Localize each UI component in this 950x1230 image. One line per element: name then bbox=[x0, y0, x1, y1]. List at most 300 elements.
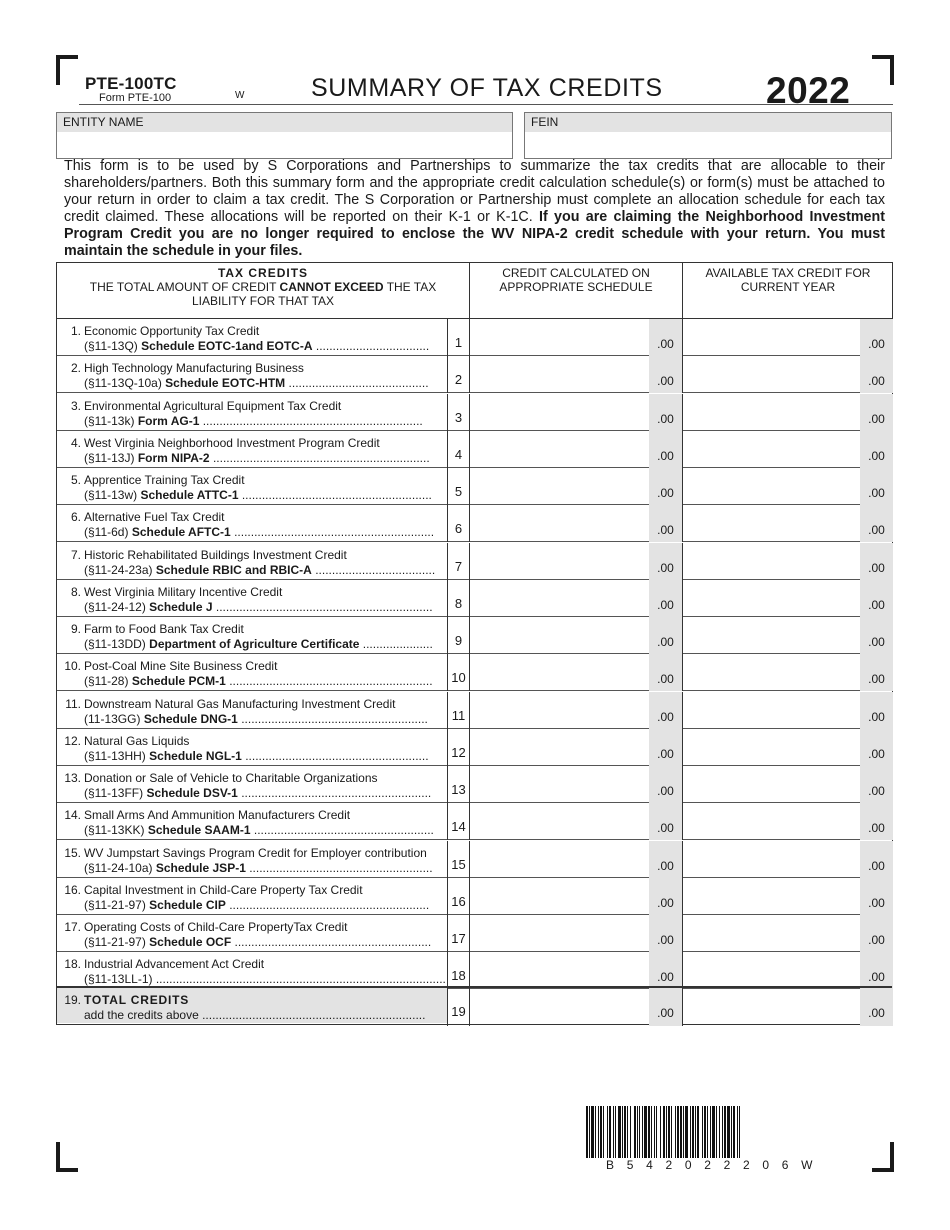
total-credits-row bbox=[57, 986, 892, 1025]
available-credit-input[interactable] bbox=[682, 468, 893, 505]
instructions-text: This form is to be used by S Corporations and Partnerships to summarize the tax credits that are allocable to their shareholders/partners. Both this summary form and the appropriate credit calculation schedule(s) or form(s) must be attached to your return in order to claim a tax credit. The S Corporation or Partnership must complete an allocation schedule for each tax credit claimed. These allocations will be reported on their K-1 or K-1C. bbox=[64, 158, 885, 225]
leader-dots: ....................................................... bbox=[245, 748, 429, 763]
statute-ref: (§11-21-97) bbox=[84, 935, 146, 949]
credit-title: Environmental Agricultural Equipment Tax Credit bbox=[84, 398, 342, 413]
statute-ref: (§11-13Q) bbox=[84, 339, 138, 353]
cents-cell: .00 bbox=[649, 915, 682, 952]
schedule-name: Schedule DSV-1 bbox=[146, 786, 238, 800]
statute-ref: (§11-13KK) bbox=[84, 823, 145, 838]
barcode-bar bbox=[671, 1106, 672, 1158]
credit-calculated-input[interactable] bbox=[469, 692, 682, 729]
credit-reference bbox=[84, 674, 446, 688]
barcode-bar bbox=[603, 1106, 604, 1158]
available-credit-input[interactable] bbox=[682, 915, 893, 952]
line-number: 10 bbox=[447, 654, 469, 691]
total-line-number: 19 bbox=[447, 988, 469, 1026]
credit-title: Historic Rehabilitated Buildings Investment Credit bbox=[84, 547, 347, 562]
barcode-bar bbox=[724, 1106, 726, 1158]
barcode-bar bbox=[598, 1106, 599, 1158]
credit-title: Donation or Sale of Vehicle to Charitable Organizations bbox=[84, 771, 378, 785]
line-number: 1 bbox=[447, 319, 469, 356]
row-number: 11. bbox=[65, 696, 81, 711]
credit-reference bbox=[84, 898, 446, 912]
credit-reference bbox=[84, 712, 446, 726]
available-credit-input[interactable] bbox=[682, 505, 893, 542]
line-number: 16 bbox=[447, 878, 469, 915]
barcode-bar bbox=[607, 1106, 608, 1158]
schedule-name: Schedule PCM-1 bbox=[131, 674, 226, 689]
statute-ref: (§11-21-97) bbox=[84, 897, 146, 912]
cents-cell: .00 bbox=[860, 319, 893, 356]
row-number: 16. bbox=[64, 882, 81, 897]
cents-cell: .00 bbox=[860, 841, 893, 878]
barcode bbox=[586, 1106, 854, 1158]
statute-ref: (§11-13LL-1) bbox=[84, 972, 153, 987]
statute-ref: (§11-13w) bbox=[84, 488, 138, 502]
credit-row bbox=[57, 394, 892, 431]
barcode-bar bbox=[722, 1106, 723, 1158]
cents-cell: .00 bbox=[649, 729, 682, 766]
barcode-bar bbox=[618, 1106, 621, 1158]
cents-cell: .00 bbox=[860, 803, 893, 840]
credit-calculated-input[interactable] bbox=[469, 617, 682, 654]
cents-cell: .00 bbox=[860, 692, 893, 729]
barcode-bar bbox=[737, 1106, 738, 1158]
credit-calculated-input[interactable] bbox=[469, 915, 682, 952]
line-number: 5 bbox=[447, 468, 469, 505]
available-credit-input[interactable] bbox=[682, 394, 893, 431]
credit-calculated-input[interactable] bbox=[469, 841, 682, 878]
barcode-bar bbox=[712, 1106, 715, 1158]
total-credit-calculated-input[interactable] bbox=[469, 988, 682, 1026]
leader-dots: ............................................................ bbox=[234, 525, 435, 540]
credit-row bbox=[57, 356, 892, 393]
barcode-bar bbox=[707, 1106, 708, 1158]
tax-year: 2022 bbox=[766, 70, 851, 111]
credit-reference bbox=[84, 525, 446, 539]
total-title: TOTAL CREDITS bbox=[84, 993, 190, 1007]
schedule-name: Schedule RBIC and RBIC-A bbox=[155, 562, 312, 577]
credit-calculated-input[interactable] bbox=[469, 729, 682, 766]
line-number: 2 bbox=[447, 356, 469, 393]
credit-row bbox=[57, 468, 892, 505]
schedule-name: Schedule EOTC-1and EOTC-A bbox=[141, 339, 313, 353]
barcode-bar bbox=[690, 1106, 691, 1158]
leader-dots: ......................................................... bbox=[241, 786, 432, 800]
line-number: 11 bbox=[447, 692, 469, 729]
barcode-bar bbox=[642, 1106, 643, 1158]
total-leader-dots: ................................................................... bbox=[202, 1008, 426, 1022]
row-number: 7. bbox=[70, 547, 81, 562]
barcode-text: B542022206W bbox=[606, 1158, 826, 1172]
available-credit-input[interactable] bbox=[682, 878, 893, 915]
available-credit-input[interactable] bbox=[682, 617, 893, 654]
total-number: 19. bbox=[64, 993, 81, 1007]
cents-cell: .00 bbox=[649, 988, 682, 1026]
row-number: 6. bbox=[70, 510, 81, 525]
row-number: 9. bbox=[70, 622, 81, 636]
credit-row bbox=[57, 617, 892, 654]
credit-title: Economic Opportunity Tax Credit bbox=[84, 324, 260, 338]
line-number: 9 bbox=[447, 617, 469, 654]
cents-cell: .00 bbox=[649, 543, 682, 580]
leader-dots: .................................. bbox=[315, 339, 430, 353]
cents-cell: .00 bbox=[860, 654, 893, 691]
barcode-bar bbox=[654, 1106, 655, 1158]
statute-ref: (§11-24-23a) bbox=[84, 562, 153, 577]
statute-ref: (§11-6d) bbox=[84, 525, 129, 540]
barcode-bar bbox=[615, 1106, 616, 1158]
statute-ref: (§11-13k) bbox=[84, 413, 135, 428]
credit-row bbox=[57, 654, 892, 691]
barcode-bar bbox=[697, 1106, 699, 1158]
cents-cell: .00 bbox=[860, 915, 893, 952]
credit-reference bbox=[84, 786, 446, 800]
header-credit-calculated: CREDIT CALCULATED ON APPROPRIATE SCHEDULE bbox=[469, 263, 682, 318]
schedule-name: Schedule DNG-1 bbox=[143, 711, 238, 726]
credit-calculated-input[interactable] bbox=[469, 766, 682, 803]
barcode-bar bbox=[644, 1106, 647, 1158]
credit-title: WV Jumpstart Savings Program Credit for Employer contribution bbox=[84, 845, 427, 860]
leader-dots: ..................... bbox=[362, 637, 433, 651]
row-number: 2. bbox=[70, 361, 81, 376]
barcode-bar bbox=[710, 1106, 711, 1158]
credit-row bbox=[57, 766, 892, 803]
schedule-name: Form NIPA-2 bbox=[137, 450, 210, 465]
leader-dots: ................................................................. bbox=[215, 599, 433, 614]
total-desc-text: add the credits above bbox=[84, 1008, 199, 1022]
corner-mark-bottom-right bbox=[872, 1142, 894, 1172]
barcode-bar bbox=[702, 1106, 703, 1158]
credit-title: Alternative Fuel Tax Credit bbox=[84, 510, 225, 525]
barcode-bar bbox=[613, 1106, 614, 1158]
statute-ref: (11-13GG) bbox=[84, 711, 141, 726]
cents-cell: .00 bbox=[649, 766, 682, 803]
credit-title: Operating Costs of Child-Care PropertyTax Credit bbox=[84, 920, 348, 934]
barcode-bar bbox=[695, 1106, 696, 1158]
cents-cell: .00 bbox=[649, 692, 682, 729]
credit-reference bbox=[84, 637, 446, 651]
total-available-credit-input[interactable] bbox=[682, 988, 893, 1026]
corner-mark-top-right bbox=[872, 55, 894, 85]
barcode-bar bbox=[622, 1106, 623, 1158]
available-credit-input[interactable] bbox=[682, 692, 893, 729]
statute-ref: (§11-24-10a) bbox=[84, 860, 153, 875]
credit-title: Post-Coal Mine Site Business Credit bbox=[84, 659, 278, 674]
form-mark: W bbox=[235, 90, 245, 101]
barcode-bar bbox=[639, 1106, 640, 1158]
cents-cell: .00 bbox=[860, 356, 893, 393]
credit-title: Capital Investment in Child-Care Property Tax Credit bbox=[84, 882, 363, 897]
row-number: 1. bbox=[70, 324, 81, 338]
credit-reference bbox=[84, 339, 446, 353]
available-credit-input[interactable] bbox=[682, 654, 893, 691]
barcode-bar bbox=[692, 1106, 694, 1158]
credit-calculated-input[interactable] bbox=[469, 356, 682, 393]
barcode-bar bbox=[663, 1106, 665, 1158]
available-credit-input[interactable] bbox=[682, 431, 893, 468]
cents-cell: .00 bbox=[649, 617, 682, 654]
row-number: 4. bbox=[70, 435, 81, 450]
credit-row bbox=[57, 692, 892, 729]
credit-reference bbox=[84, 972, 446, 986]
fein-label: FEIN bbox=[525, 113, 891, 132]
cents-cell: .00 bbox=[649, 952, 682, 989]
corner-mark-top-left bbox=[56, 55, 78, 85]
leader-dots: ......................................................... bbox=[241, 488, 432, 502]
barcode-bar bbox=[727, 1106, 730, 1158]
barcode-bar bbox=[716, 1106, 717, 1158]
credit-calculated-input[interactable] bbox=[469, 878, 682, 915]
form-id: PTE-100TC bbox=[85, 74, 177, 93]
credit-row bbox=[57, 431, 892, 468]
credit-calculated-input[interactable] bbox=[469, 431, 682, 468]
credit-reference bbox=[84, 414, 446, 428]
cents-cell: .00 bbox=[860, 952, 893, 989]
credit-reference bbox=[84, 488, 446, 502]
credit-row bbox=[57, 803, 892, 840]
cents-cell: .00 bbox=[649, 431, 682, 468]
row-number: 3. bbox=[70, 398, 81, 413]
credit-calculated-input[interactable] bbox=[469, 468, 682, 505]
line-number: 13 bbox=[447, 766, 469, 803]
credit-title: Natural Gas Liquids bbox=[84, 733, 190, 748]
credit-title: West Virginia Neighborhood Investment Program Credit bbox=[84, 435, 380, 450]
barcode-bar bbox=[637, 1106, 638, 1158]
barcode-bar bbox=[675, 1106, 676, 1158]
header-note-post: THE TAX LIABILITY FOR THAT TAX bbox=[191, 280, 437, 308]
barcode-bar bbox=[609, 1106, 611, 1158]
barcode-bar bbox=[656, 1106, 657, 1158]
schedule-name: Schedule J bbox=[149, 599, 213, 614]
credit-row bbox=[57, 915, 892, 952]
header-tax-credits-note bbox=[57, 280, 469, 308]
line-number: 8 bbox=[447, 580, 469, 617]
barcode-bar bbox=[600, 1106, 602, 1158]
barcode-bar bbox=[677, 1106, 679, 1158]
cents-cell: .00 bbox=[649, 580, 682, 617]
barcode-bar bbox=[651, 1106, 652, 1158]
schedule-name: Department of Agriculture Certificate bbox=[149, 637, 360, 651]
line-number: 15 bbox=[447, 841, 469, 878]
credit-title: Small Arms And Ammunition Manufacturers Credit bbox=[84, 808, 351, 823]
cents-cell: .00 bbox=[860, 988, 893, 1026]
leader-dots: ...................................................... bbox=[253, 823, 434, 838]
leader-dots: ........................................................... bbox=[234, 935, 432, 949]
header-divider bbox=[79, 104, 893, 105]
header-available-credit: AVAILABLE TAX CREDIT FOR CURRENT YEAR bbox=[682, 263, 893, 318]
row-number: 8. bbox=[70, 584, 81, 599]
available-credit-input[interactable] bbox=[682, 356, 893, 393]
cents-cell: .00 bbox=[649, 878, 682, 915]
line-number: 12 bbox=[447, 729, 469, 766]
credit-row bbox=[57, 505, 892, 542]
available-credit-input[interactable] bbox=[682, 580, 893, 617]
cents-cell: .00 bbox=[860, 543, 893, 580]
barcode-bar bbox=[660, 1106, 661, 1158]
available-credit-input[interactable] bbox=[682, 952, 893, 989]
barcode-bar bbox=[666, 1106, 667, 1158]
total-description bbox=[84, 1008, 446, 1022]
leader-dots: ....................................................................................... bbox=[155, 972, 446, 987]
available-credit-input[interactable] bbox=[682, 729, 893, 766]
statute-ref: (§11-13DD) bbox=[84, 637, 146, 651]
statute-ref: (§11-28) bbox=[84, 674, 129, 689]
row-number: 17. bbox=[64, 920, 81, 934]
credit-calculated-input[interactable] bbox=[469, 505, 682, 542]
credit-row bbox=[57, 841, 892, 878]
leader-dots: .................................................................. bbox=[202, 413, 423, 428]
fein-field[interactable] bbox=[524, 112, 892, 159]
credit-reference bbox=[84, 861, 446, 875]
credit-title: Farm to Food Bank Tax Credit bbox=[84, 622, 244, 636]
barcode-bar bbox=[683, 1106, 684, 1158]
credit-row bbox=[57, 580, 892, 617]
credit-title: West Virginia Military Incentive Credit bbox=[84, 584, 283, 599]
credit-calculated-input[interactable] bbox=[469, 654, 682, 691]
row-number: 15. bbox=[64, 845, 81, 860]
credit-row bbox=[57, 952, 892, 989]
credit-calculated-input[interactable] bbox=[469, 580, 682, 617]
row-number: 18. bbox=[64, 957, 81, 972]
schedule-name: Schedule JSP-1 bbox=[155, 860, 246, 875]
cents-cell: .00 bbox=[860, 505, 893, 542]
schedule-name: Schedule OCF bbox=[149, 935, 232, 949]
page-title: SUMMARY OF TAX CREDITS bbox=[311, 74, 663, 102]
cents-cell: .00 bbox=[649, 319, 682, 356]
credit-reference bbox=[84, 600, 446, 614]
form-subtitle: Form PTE-100 bbox=[99, 92, 172, 104]
header-tax-credits-title: TAX CREDITS bbox=[217, 266, 309, 280]
available-credit-input[interactable] bbox=[682, 841, 893, 878]
credit-title: Downstream Natural Gas Manufacturing Investment Credit bbox=[84, 696, 396, 711]
barcode-bar bbox=[685, 1106, 688, 1158]
statute-ref: (§11-13Q-10a) bbox=[84, 376, 162, 391]
barcode-bar bbox=[595, 1106, 596, 1158]
credit-calculated-input[interactable] bbox=[469, 543, 682, 580]
leader-dots: ....................................................... bbox=[249, 860, 433, 875]
credit-calculated-input[interactable] bbox=[469, 394, 682, 431]
header-note-pre: THE TOTAL AMOUNT OF CREDIT bbox=[89, 280, 277, 294]
credit-row bbox=[57, 729, 892, 766]
statute-ref: (§11-24-12) bbox=[84, 599, 146, 614]
available-credit-input[interactable] bbox=[682, 803, 893, 840]
line-number: 17 bbox=[447, 915, 469, 952]
schedule-name: Schedule CIP bbox=[149, 897, 226, 912]
row-number: 12. bbox=[64, 733, 81, 748]
barcode-bar bbox=[739, 1106, 740, 1158]
credit-row bbox=[57, 878, 892, 915]
cents-cell: .00 bbox=[649, 505, 682, 542]
cents-cell: .00 bbox=[649, 356, 682, 393]
cents-cell: .00 bbox=[649, 468, 682, 505]
line-number: 3 bbox=[447, 394, 469, 431]
barcode-bar bbox=[627, 1106, 628, 1158]
barcode-bar bbox=[704, 1106, 706, 1158]
line-number: 18 bbox=[447, 952, 469, 989]
header-note-bold: CANNOT EXCEED bbox=[279, 280, 384, 294]
leader-dots: .................................... bbox=[315, 562, 436, 577]
credit-reference bbox=[84, 749, 446, 763]
barcode-bar bbox=[586, 1106, 588, 1158]
schedule-name: Schedule SAAM-1 bbox=[147, 823, 251, 838]
leader-dots: .......................................... bbox=[288, 376, 429, 391]
credit-calculated-input[interactable] bbox=[469, 319, 682, 356]
available-credit-input[interactable] bbox=[682, 543, 893, 580]
instructions-paragraph bbox=[64, 158, 885, 260]
credit-calculated-input[interactable] bbox=[469, 952, 682, 989]
barcode-bar bbox=[668, 1106, 670, 1158]
credit-title: Industrial Advancement Act Credit bbox=[84, 957, 265, 972]
cents-cell: .00 bbox=[860, 878, 893, 915]
statute-ref: (§11-13J) bbox=[84, 450, 135, 465]
cents-cell: .00 bbox=[860, 617, 893, 654]
tax-credits-table bbox=[56, 262, 893, 1025]
cents-cell: .00 bbox=[860, 394, 893, 431]
credit-reference bbox=[84, 563, 446, 577]
cents-cell: .00 bbox=[860, 729, 893, 766]
credit-title: Apprentice Training Tax Credit bbox=[84, 473, 245, 487]
credit-reference bbox=[84, 823, 446, 837]
row-number: 5. bbox=[70, 473, 81, 487]
barcode-bar bbox=[731, 1106, 732, 1158]
cents-cell: .00 bbox=[860, 766, 893, 803]
barcode-bar bbox=[624, 1106, 626, 1158]
entity-name-field[interactable] bbox=[56, 112, 513, 159]
leader-dots: ............................................................. bbox=[229, 674, 433, 689]
barcode-bar bbox=[733, 1106, 735, 1158]
cents-cell: .00 bbox=[649, 841, 682, 878]
line-number: 14 bbox=[447, 803, 469, 840]
leader-dots: ................................................................. bbox=[212, 450, 430, 465]
cents-cell: .00 bbox=[860, 468, 893, 505]
barcode-bar bbox=[591, 1106, 594, 1158]
schedule-name: Schedule ATTC-1 bbox=[140, 488, 239, 502]
schedule-name: Schedule NGL-1 bbox=[149, 748, 242, 763]
credit-reference bbox=[84, 935, 446, 949]
barcode-bar bbox=[680, 1106, 682, 1158]
barcode-bar bbox=[589, 1106, 590, 1158]
barcode-bar bbox=[648, 1106, 650, 1158]
barcode-bar bbox=[630, 1106, 631, 1158]
credit-row bbox=[57, 543, 892, 580]
available-credit-input[interactable] bbox=[682, 766, 893, 803]
schedule-name: Schedule EOTC-HTM bbox=[165, 376, 286, 391]
cents-cell: .00 bbox=[649, 394, 682, 431]
cents-cell: .00 bbox=[649, 654, 682, 691]
entity-name-label: ENTITY NAME bbox=[57, 113, 512, 132]
row-number: 14. bbox=[64, 808, 81, 823]
credit-calculated-input[interactable] bbox=[469, 803, 682, 840]
row-number: 10. bbox=[64, 659, 81, 674]
statute-ref: (§11-13HH) bbox=[84, 748, 146, 763]
barcode-bar bbox=[634, 1106, 636, 1158]
schedule-name: Form AG-1 bbox=[137, 413, 200, 428]
cents-cell: .00 bbox=[649, 803, 682, 840]
leader-dots: ........................................................ bbox=[241, 711, 428, 726]
line-number: 7 bbox=[447, 543, 469, 580]
available-credit-input[interactable] bbox=[682, 319, 893, 356]
line-number: 4 bbox=[447, 431, 469, 468]
row-number: 13. bbox=[64, 771, 81, 785]
leader-dots: ............................................................ bbox=[229, 897, 430, 912]
credit-row bbox=[57, 319, 892, 356]
credit-title: High Technology Manufacturing Business bbox=[84, 361, 304, 376]
statute-ref: (§11-13FF) bbox=[84, 786, 144, 800]
barcode-bar bbox=[719, 1106, 720, 1158]
credit-reference bbox=[84, 451, 446, 465]
corner-mark-bottom-left bbox=[56, 1142, 78, 1172]
